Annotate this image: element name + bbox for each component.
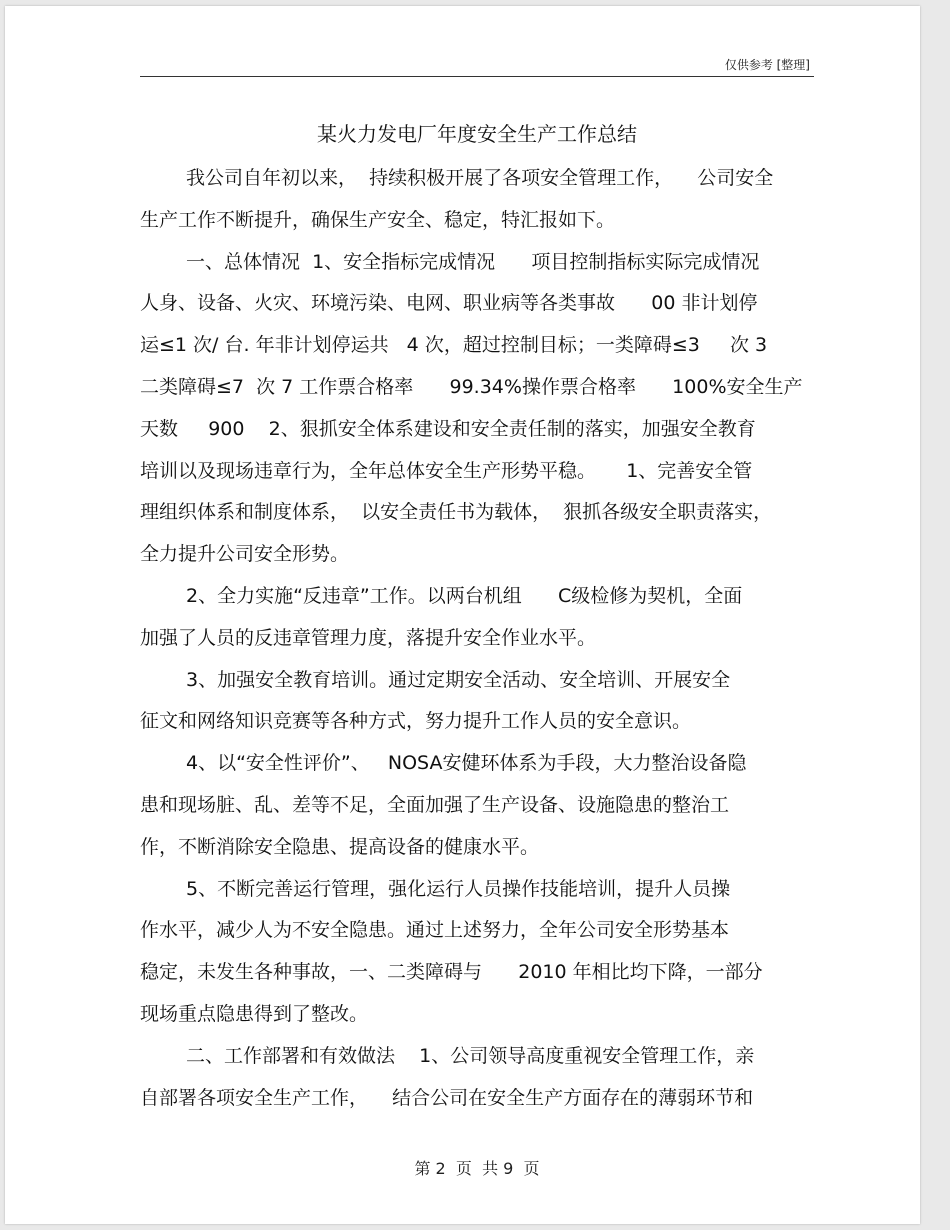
- body-line: 作，不断消除安全隐患、提高设备的健康水平。: [140, 835, 540, 858]
- document-page: [5, 6, 920, 1224]
- body-line: 加强了人员的反违章管理力度，落提升安全作业水平。: [140, 626, 597, 649]
- body-line: 稳定，未发生各种事故，一、二类障碍与 2010 年相比均下降，一部分: [140, 961, 763, 984]
- body-line: 2、全力实施“反违章”工作。以两台机组 C级检修为契机，全面: [186, 584, 743, 607]
- document-body: [140, 158, 814, 1119]
- header-divider: [140, 76, 814, 77]
- body-line: 全力提升公司安全形势。: [140, 543, 350, 566]
- body-line: 现场重点隐患得到了整改。: [140, 1002, 369, 1025]
- body-line: 二、工作部署和有效做法 1、公司领导高度重视安全管理工作，亲: [186, 1044, 755, 1067]
- body-line: 4、以“安全性评价”、 NOSA安健环体系为手段，大力整治设备隐: [186, 752, 747, 775]
- body-line: 一、总体情况 1、安全指标完成情况 项目控制指标实际完成情况: [186, 250, 760, 273]
- body-line: 天数 900 2、狠抓安全体系建设和安全责任制的落实，加强安全教育: [140, 417, 756, 440]
- body-line: 征文和网络知识竞赛等各种方式，努力提升工作人员的安全意识。: [140, 710, 692, 733]
- header-reference-note: 仅供参考 [整理]: [724, 58, 810, 72]
- body-line: 二类障碍≤7 次 7 工作票合格率 99.34%操作票合格率 100%安全生产: [140, 375, 803, 398]
- body-line: 运≤1 次/ 台. 年非计划停运共 4 次，超过控制目标；一类障碍≤3 次 3: [140, 334, 768, 357]
- document-title: 某火力发电厂年度安全生产工作总结: [317, 122, 637, 146]
- body-line: 我公司自年初以来， 持续积极开展了各项安全管理工作， 公司安全: [186, 167, 774, 189]
- body-line: 作水平，减少人为不安全隐患。通过上述努力，全年公司安全形势基本: [140, 919, 730, 942]
- body-line: 自部署各项安全生产工作， 结合公司在安全生产方面存在的薄弱环节和: [140, 1086, 754, 1109]
- body-line: 5、不断完善运行管理，强化运行人员操作技能培训，提升人员操: [186, 877, 731, 900]
- page-footer: 第 2 页 共 9 页: [414, 1159, 540, 1178]
- body-line: 生产工作不断提升，确保生产安全、稳定，特汇报如下。: [140, 208, 616, 231]
- body-line: 患和现场脏、乱、差等不足，全面加强了生产设备、设施隐患的整治工: [140, 793, 730, 816]
- body-line: 人身、设备、火灾、环境污染、电网、职业病等各类事故 00 非计划停: [140, 292, 758, 315]
- body-line: 3、加强安全教育培训。通过定期安全活动、安全培训、开展安全: [186, 668, 731, 691]
- body-line: 培训以及现场违章行为，全年总体安全生产形势平稳。 1、完善安全管: [140, 459, 753, 482]
- body-line: 理组织体系和制度体系， 以安全责任书为载体， 狠抓各级安全职责落实，: [140, 501, 773, 524]
